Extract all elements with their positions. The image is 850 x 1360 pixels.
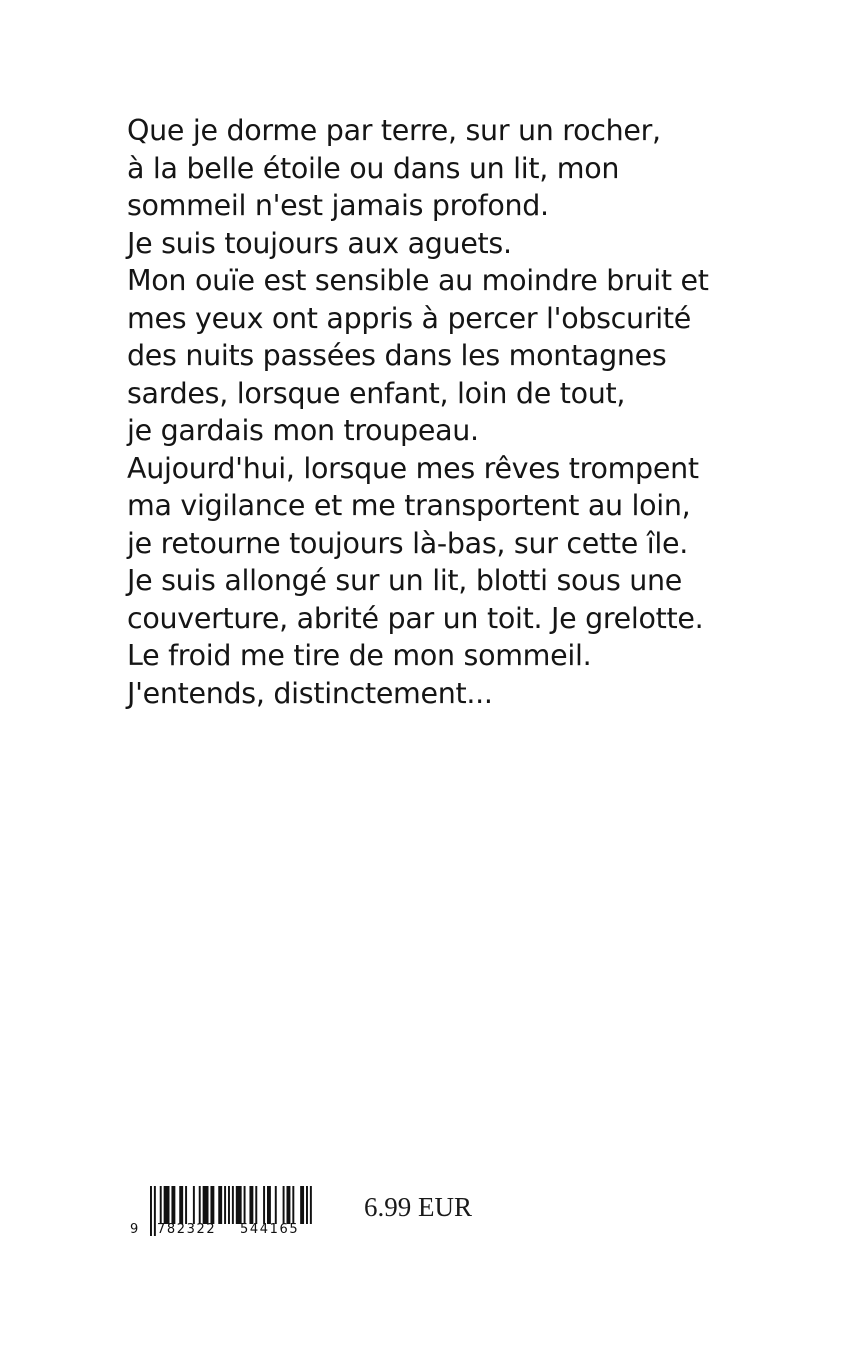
blurb-line: Que je dorme par terre, sur un rocher, xyxy=(127,114,661,147)
barcode-bar xyxy=(228,1186,230,1224)
blurb-line: Mon ouïe est sensible au moindre bruit et xyxy=(127,264,709,297)
barcode-guard-bar xyxy=(154,1186,156,1236)
blurb-line: sommeil n'est jamais profond. xyxy=(127,189,549,222)
blurb-line: je retourne toujours là-bas, sur cette île. xyxy=(127,526,688,560)
blurb-line: Je suis allongé sur un lit, blotti sous une xyxy=(127,564,683,597)
back-cover-blurb xyxy=(127,112,787,712)
blurb-line: J'entends, distinctement... xyxy=(127,676,493,710)
barcode-bar xyxy=(199,1186,201,1224)
barcode-bar xyxy=(249,1186,253,1224)
barcode-bar xyxy=(263,1186,265,1224)
barcode-left-digits: 782322 xyxy=(157,1222,217,1237)
blurb-line: à la belle étoile ou dans un lit, mon xyxy=(127,151,620,185)
barcode-bar xyxy=(218,1186,222,1224)
barcode-bar xyxy=(310,1186,312,1224)
barcode-bar xyxy=(193,1186,195,1224)
barcode-bar xyxy=(179,1186,183,1224)
blurb-line: sardes, lorsque enfant, loin de tout, xyxy=(127,376,626,410)
barcode-bar xyxy=(171,1186,175,1224)
barcode-bar xyxy=(287,1186,291,1224)
barcode-guard-bar xyxy=(150,1186,152,1236)
barcode-bar xyxy=(267,1186,271,1224)
barcode-lead-digit: 9 xyxy=(130,1222,139,1237)
blurb-line: je gardais mon troupeau. xyxy=(127,414,479,447)
barcode-bar xyxy=(185,1186,187,1224)
barcode-right-digits: 544165 xyxy=(240,1222,300,1237)
blurb-line: mes yeux ont appris à percer l'obscurité xyxy=(127,301,691,335)
barcode-bar xyxy=(283,1186,285,1224)
barcode-bar xyxy=(224,1186,226,1224)
barcode-bar xyxy=(255,1186,257,1224)
barcode-bar xyxy=(210,1186,214,1224)
blurb-line: couverture, abrité par un toit. Je grelotte. xyxy=(127,601,704,635)
barcode-bar xyxy=(164,1186,170,1224)
barcode-bar xyxy=(160,1186,162,1224)
blurb-line: Je suis toujours aux aguets. xyxy=(127,226,512,260)
barcode-bar xyxy=(292,1186,294,1224)
barcode-bar xyxy=(232,1186,234,1224)
price-label: 6.99 EUR xyxy=(364,1192,472,1222)
blurb-line: Le froid me tire de mon sommeil. xyxy=(127,639,592,672)
barcode-bar xyxy=(275,1186,277,1224)
barcode-bar xyxy=(306,1186,308,1224)
barcode-bar xyxy=(300,1186,304,1224)
blurb-line: des nuits passées dans les montagnes xyxy=(127,339,667,372)
barcode-bar xyxy=(203,1186,209,1224)
barcode-bar xyxy=(244,1186,246,1224)
barcode-bar xyxy=(236,1186,242,1224)
blurb-line: Aujourd'hui, lorsque mes rêves trompent xyxy=(127,451,699,485)
blurb-line: ma vigilance et me transportent au loin, xyxy=(127,489,691,522)
